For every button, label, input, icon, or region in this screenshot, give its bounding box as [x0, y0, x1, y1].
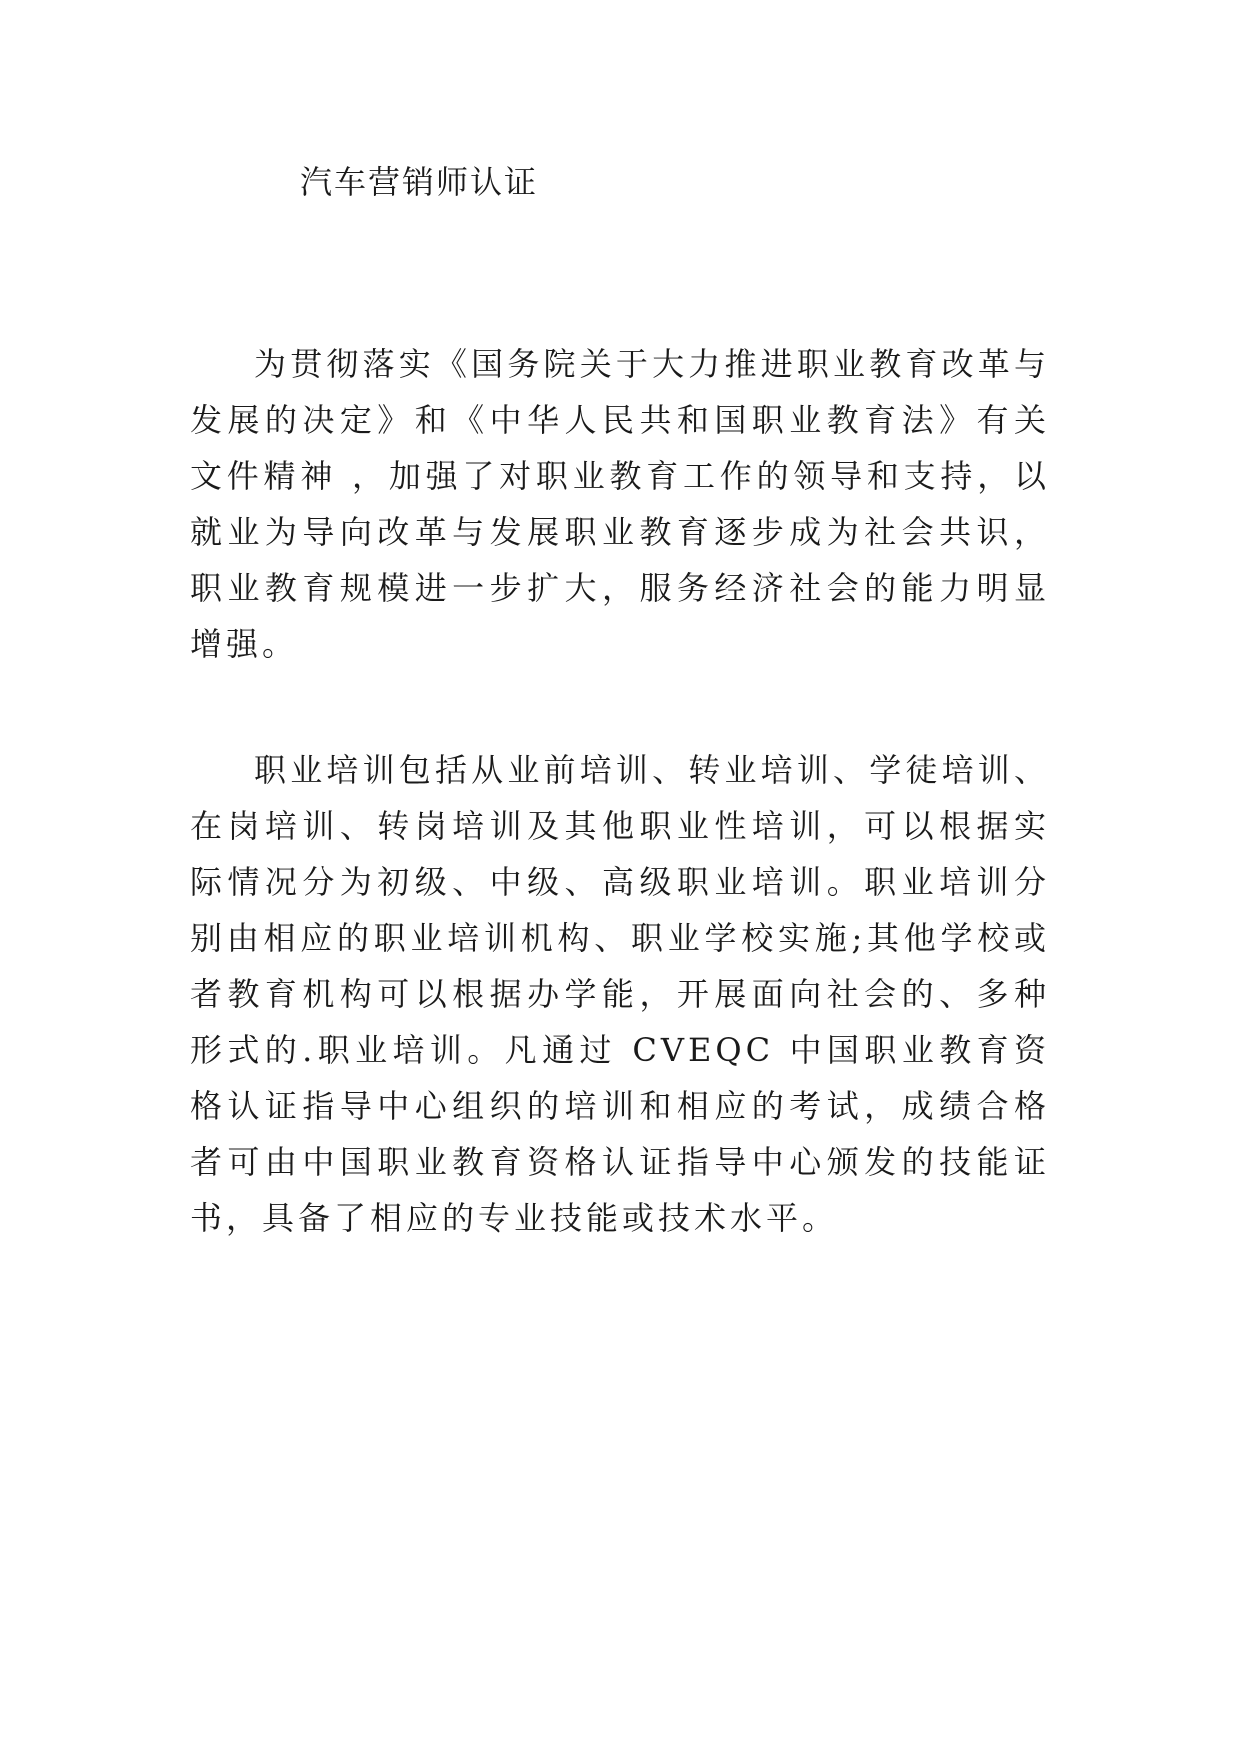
paragraph-training: 职业培训包括从业前培训、转业培训、学徒培训、在岗培训、转岗培训及其他职业性培训，可以根据实际情况分为初级、中级、高级职业培训。职业培训分别由相应的职业培训机构、职业学校实施;其他学校或者教育机构可以根据办学能，开展面向社会的、多种形式的.职业培训。凡通过 CVEQC 中国职业教育资格认证指导中心组织的培训和相应的考试，成绩合格者可由中国职业教育资格认证指导中心颁发的技能证书，具备了相应的专业技能或技术水平。: [190, 751, 1050, 1237]
document-title: 汽车营销师认证: [300, 163, 539, 201]
paragraph-policy: 为贯彻落实《国务院关于大力推进职业教育改革与发展的决定》和《中华人民共和国职业教育法》有关文件精神 ，加强了对职业教育工作的领导和支持，以就业为导向改革与发展职业教育逐步成为社会共识，职业教育规模进一步扩大，服务经济社会的能力明显增强。: [190, 345, 1050, 663]
